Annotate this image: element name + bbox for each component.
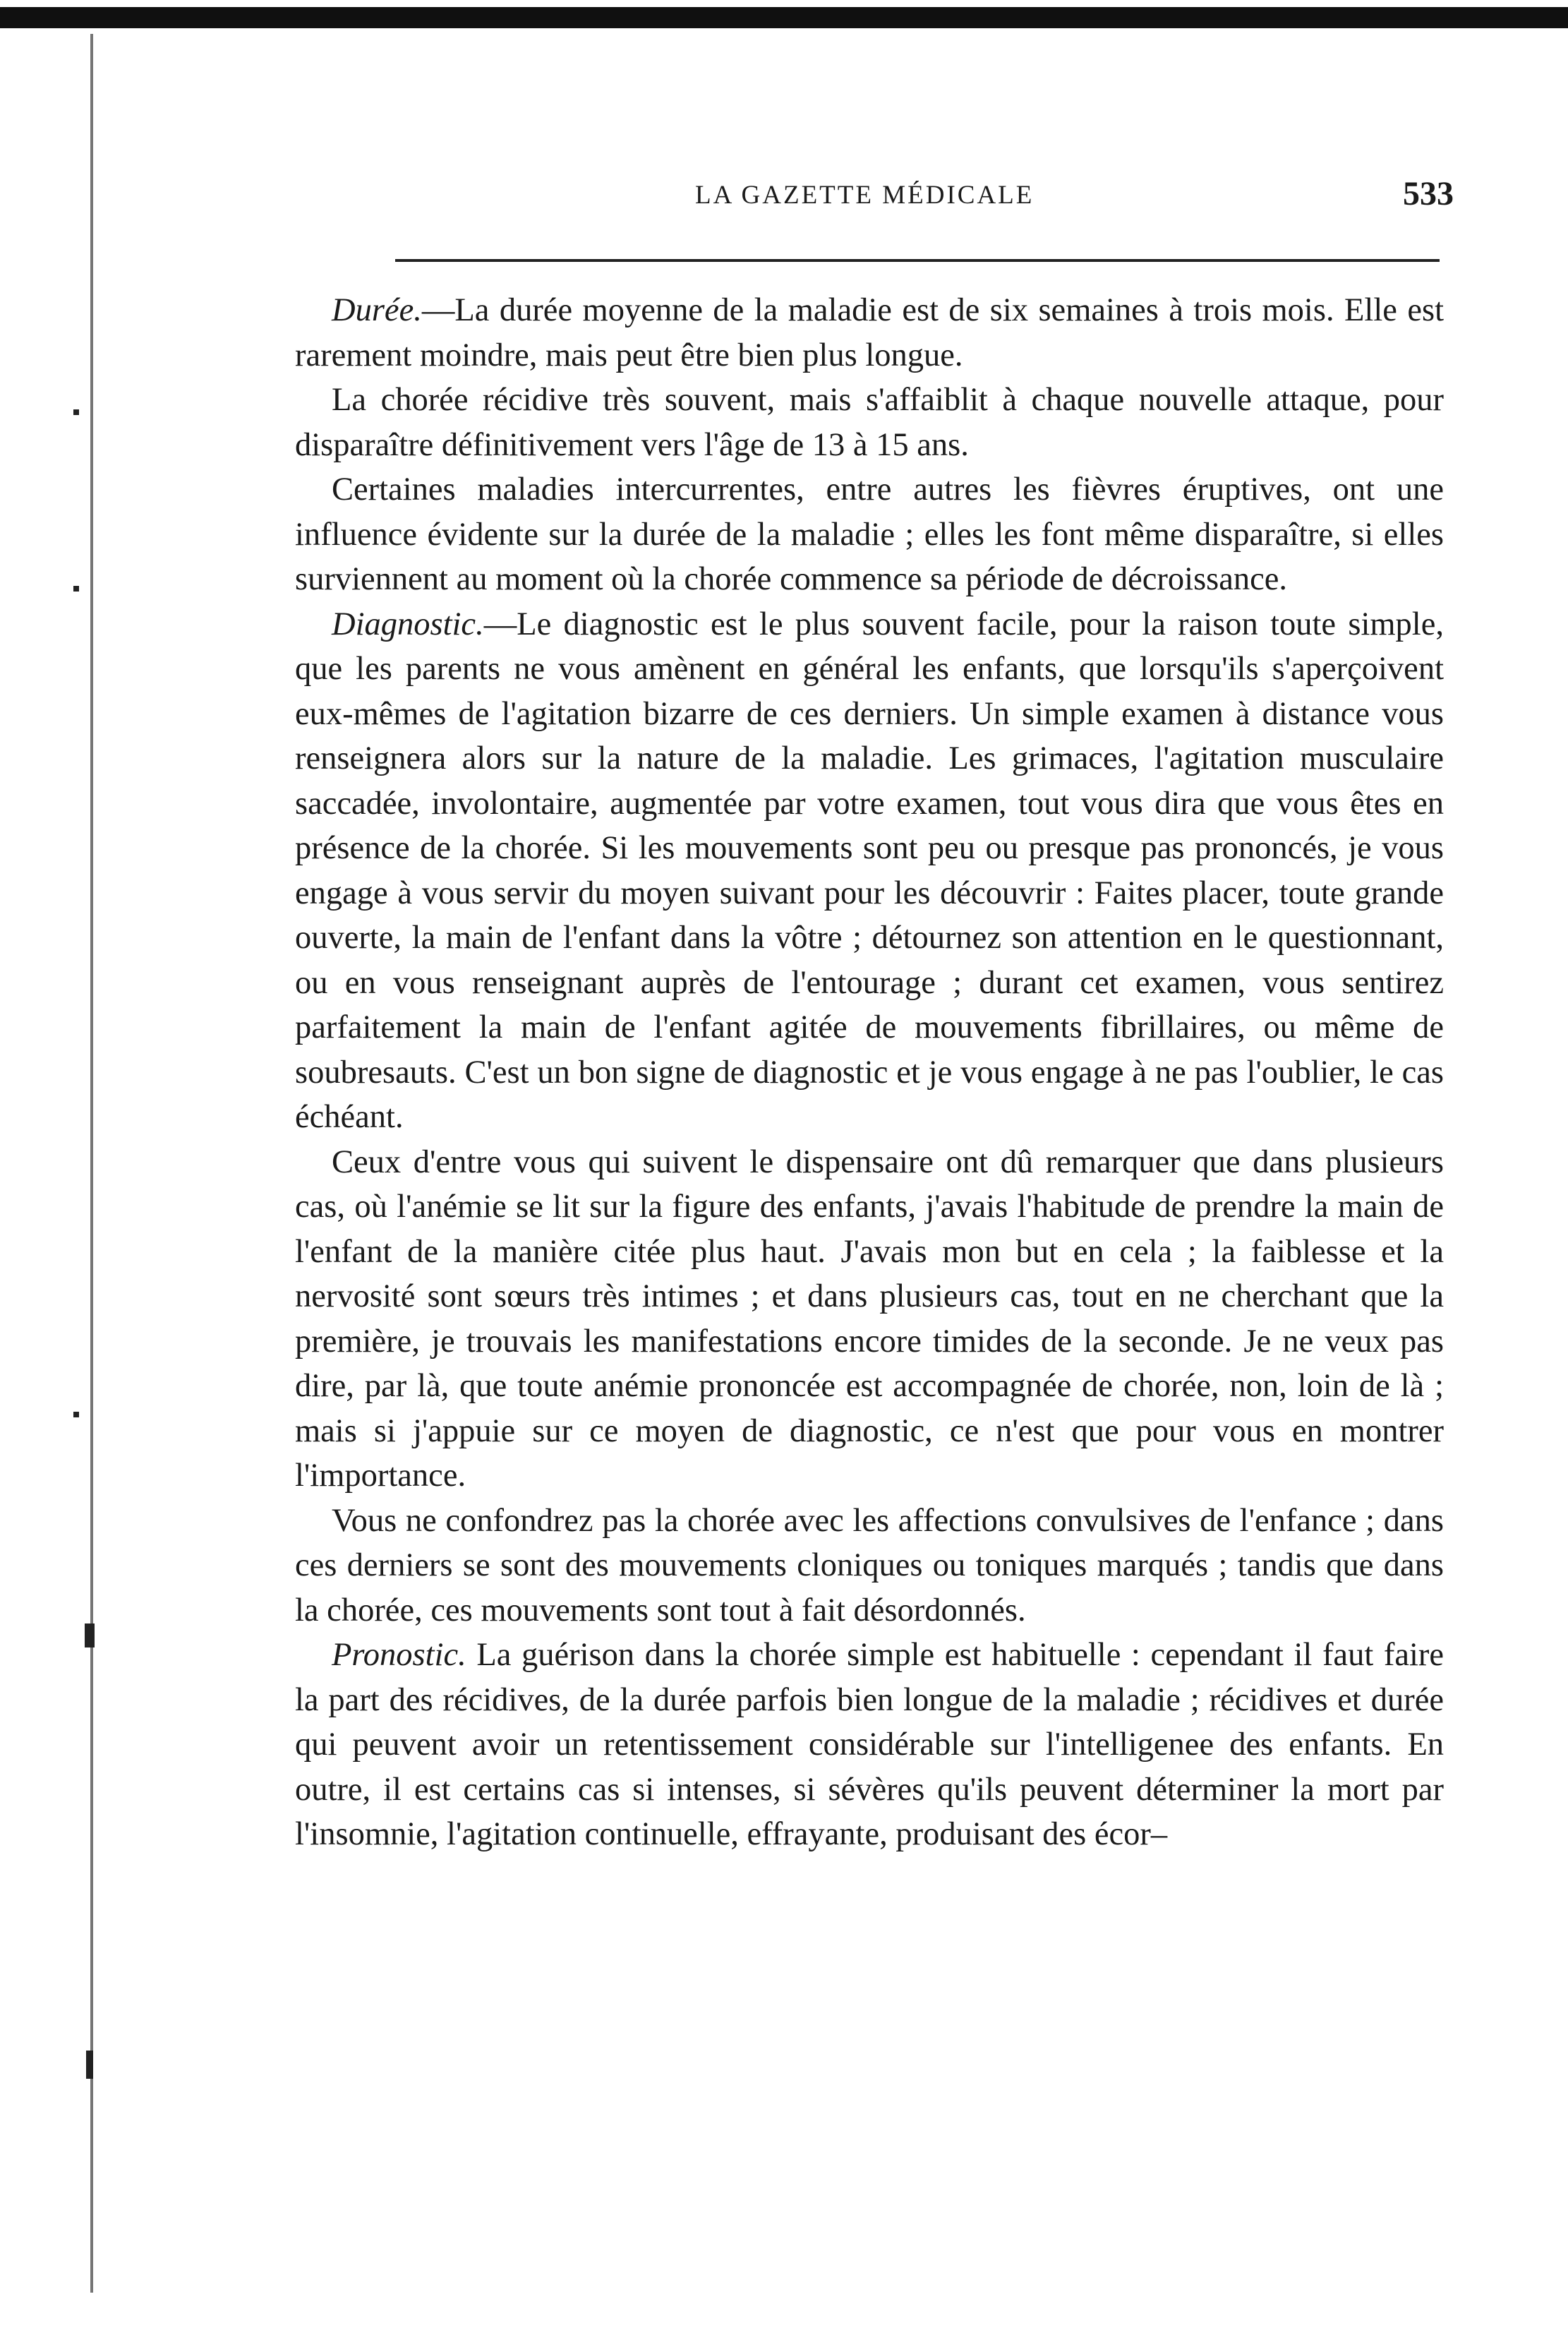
top-edge-rule [0,7,1568,28]
page-header [296,175,1454,236]
header-rule [395,259,1440,262]
paragraph-maladies-intercurrentes [295,467,1444,602]
binding-mark [73,1412,79,1417]
page-number: 533 [1403,175,1454,212]
paragraph-text: Ceux d'entre vous qui suivent le dispensaire ont dû remarquer que dans plusieurs cas, où l'anémie se lit sur la figure des enfants, j'avais l'habitude de prendre la main de l'enfant de la manière citée plus haut. J'avais mon but en cela ; la faiblesse et la nervosité sont sœurs très intimes ; et dans plusieurs cas, tout en ne cherchant que la première, je trouvais les manifestations encore timides de la seconde. Je ne veux pas dire, par là, que toute anémie prononcée est accompagnée de chorée, non, loin de là ; mais si j'appuie sur ce moyen de diagnostic, ce n'est que pour vous en montrer l'importance. [295,1144,1444,1494]
binding-mark [73,586,79,592]
paragraph-affections-convulsives [295,1499,1444,1633]
section-lead-pronostic: Pronostic. [332,1637,466,1673]
paragraph-text: —La durée moyenne de la maladie est de six semaines à trois mois. Elle est rarement moindre, mais peut être bien plus longue. [295,292,1444,373]
paragraph-text: —Le diagnostic est le plus souvent facile, pour la raison toute simple, que les parents ne vous amènent en général les enfants, que lorsqu'ils s'aperçoivent eux-mêmes de l'agitation bizarre de ces derniers. Un simple examen à distance vous renseignera alors sur la nature de la maladie. Les grimaces, l'agitation musculaire saccadée, involontaire, augmentée par votre examen, tout vous dira que vous êtes en présence de la chorée. Si les mouvements sont peu ou presque pas prononcés, je vous engage à vous servir du moyen suivant pour les découvrir : Faites placer, toute grande ouverte, la main de l'enfant dans la vôtre ; détournez son attention en le questionnant, ou en vous renseignant auprès de l'entourage ; durant cet examen, vous sentirez parfaitement la main de l'enfant agitée de mouvements fibrillaires, ou même de soubresauts. C'est un bon signe de diagnostic et je vous engage à ne pas l'oublier, le cas échéant. [295,606,1444,1135]
page-binding-edge [90,34,93,2293]
binding-mark [86,2051,93,2079]
article-body [295,288,1444,1857]
running-title: LA GAZETTE MÉDICALE [695,181,1035,210]
binding-mark [85,1623,95,1647]
paragraph-duree [295,288,1444,378]
paragraph-text: La guérison dans la chorée simple est habituelle : cependant il faut faire la part des récidives, de la durée parfois bien longue de la maladie ; récidives et durée qui peuvent avoir un retentissement considérable sur l'intelligenee des enfants. En outre, il est certains cas si intenses, si sévères qu'ils peuvent déterminer la mort par l'insomnie, l'agitation continuelle, effrayante, produisant des écor– [295,1637,1444,1852]
section-lead-diagnostic: Diagnostic. [332,606,484,642]
binding-mark [73,409,79,415]
paragraph-dispensaire [295,1140,1444,1499]
paragraph-text: Vous ne confondrez pas la chorée avec les affections convulsives de l'enfance ; dans ces derniers se sont des mouvements cloniques ou toniques marqués ; tandis que dans la chorée, ces mouvements sont tout à fait désordonnés. [295,1502,1444,1628]
section-lead-duree: Durée. [332,292,422,328]
paragraph-text: La chorée récidive très souvent, mais s'affaiblit à chaque nouvelle attaque, pour disparaître définitivement vers l'âge de 13 à 15 ans. [295,382,1444,463]
paragraph-pronostic [295,1633,1444,1857]
paragraph-text: Certaines maladies intercurrentes, entre autres les fièvres éruptives, ont une influence évidente sur la durée de la maladie ; elles les font même disparaître, si elles surviennent au moment où la chorée commence sa période de décroissance. [295,472,1444,597]
paragraph-diagnostic [295,602,1444,1140]
paragraph-recidive [295,378,1444,467]
